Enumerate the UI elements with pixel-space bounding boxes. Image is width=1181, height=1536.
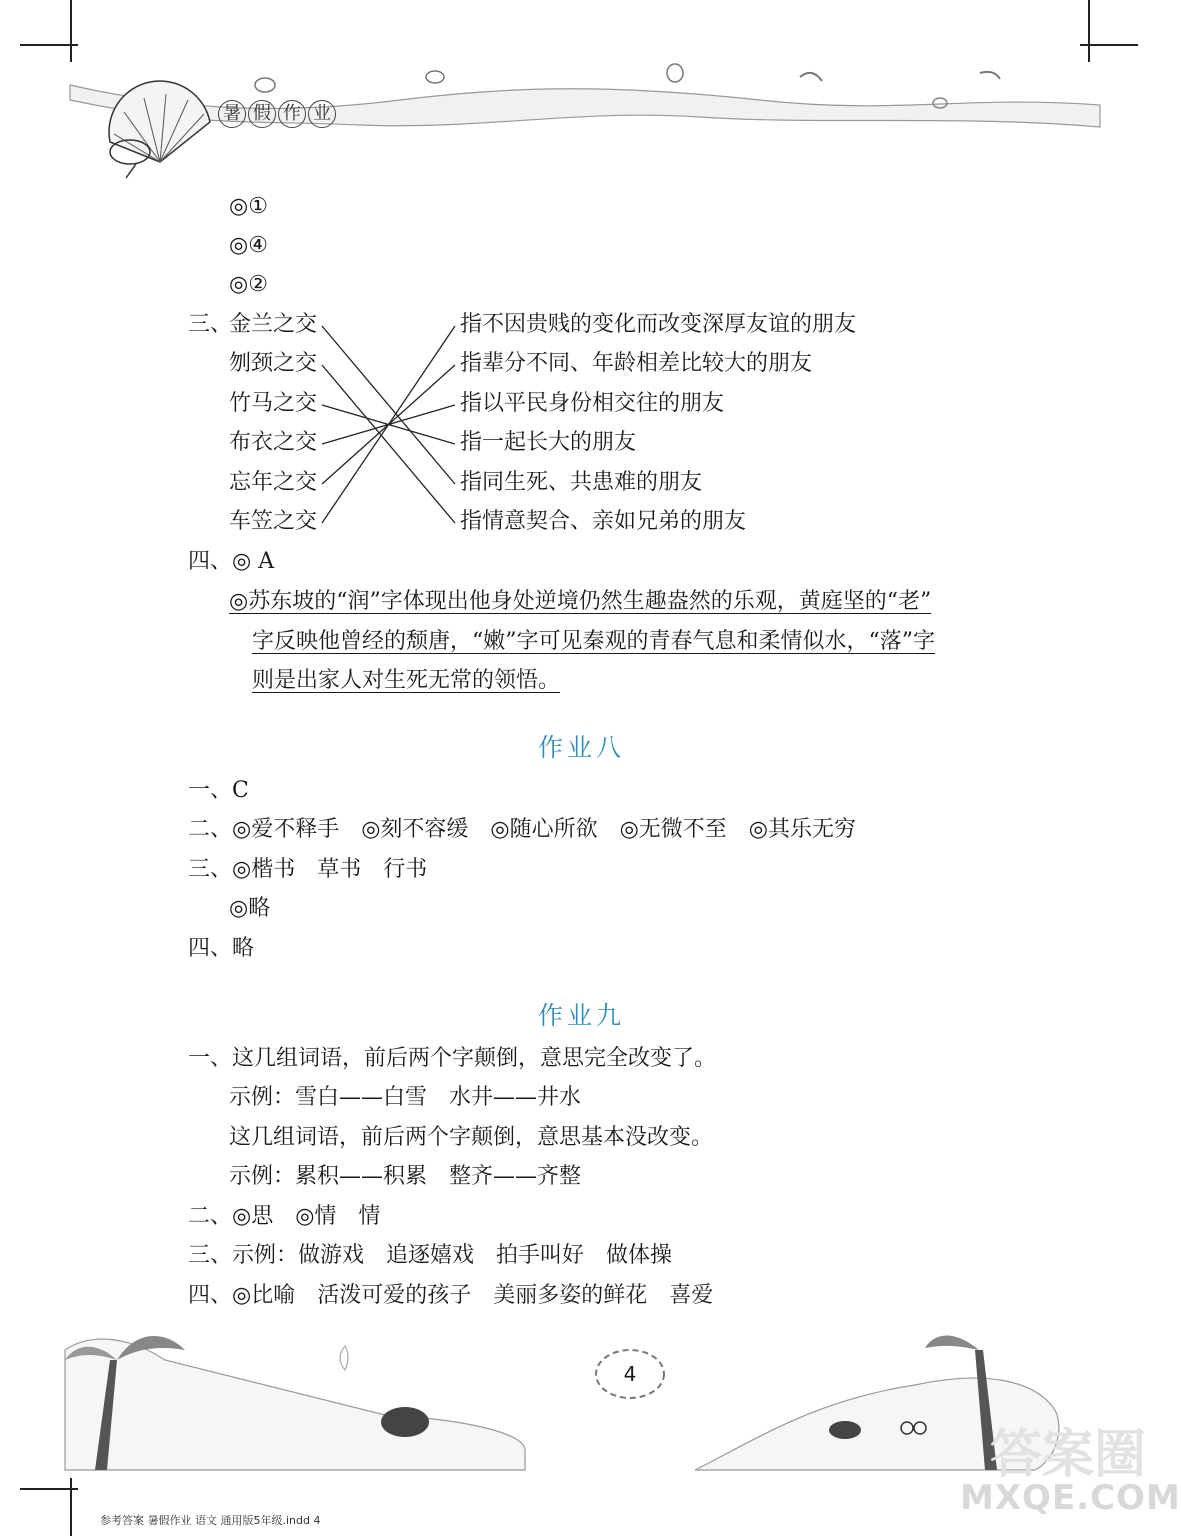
match-left-item: 刎颈之交	[229, 351, 318, 376]
footer-island-decoration	[55, 1320, 1115, 1480]
match-line	[322, 365, 455, 523]
page-number: 4	[623, 1362, 637, 1386]
match-line	[322, 326, 455, 484]
crop-mark	[70, 1478, 72, 1536]
match-left-item: 竹马之交	[229, 391, 318, 416]
crop-mark	[20, 1488, 78, 1490]
answer-line: 示例：累积——积累 整齐——齐整	[229, 1164, 582, 1189]
matching-lines	[0, 0, 1158, 560]
answer-line: 示例：雪白——白雪 水井——井水	[229, 1085, 582, 1110]
header-title-char: 业	[308, 100, 336, 128]
match-right-item: 指情意契合、亲如兄弟的朋友	[460, 509, 747, 534]
watermark: MXQE.COM	[960, 1478, 1181, 1518]
answer-line: 这几组词语，前后两个字颠倒，意思基本没改变。	[229, 1125, 714, 1150]
answer-line: 一、C	[188, 778, 249, 803]
answer-paragraph-line: 字反映他曾经的颓唐，“嫩”字可见秦观的青春气息和柔情似水，“落”字	[252, 629, 935, 654]
answer-line: 一、这几组词语，前后两个字颠倒，意思完全改变了。	[188, 1046, 717, 1071]
file-label: 参考答案 暑假作业 语文 通用版5年级.indd 4	[100, 1514, 321, 1527]
answer-line: ◎略	[229, 896, 271, 921]
answer-line: 四、◎比喻 活泼可爱的孩子 美丽多姿的鲜花 喜爱	[188, 1283, 714, 1308]
match-line	[322, 326, 455, 523]
answer-line: ◎①	[229, 194, 268, 219]
match-right-item: 指辈分不同、年龄相差比较大的朋友	[460, 351, 813, 376]
answer-paragraph-line: 则是出家人对生死无常的领悟。	[252, 668, 561, 693]
answer-line: 四、◎ A	[188, 549, 275, 574]
match-left-item: 车笠之交	[229, 509, 318, 534]
header-title-char: 暑	[218, 100, 246, 128]
watermark-logo: 答案圈	[990, 1425, 1147, 1485]
answer-line: 二、◎爱不释手 ◎刻不容缓 ◎随心所欲 ◎无微不至 ◎其乐无穷	[188, 817, 856, 842]
answer-paragraph-line: ◎苏东坡的“润”字体现出他身处逆境仍然生趣盎然的乐观，黄庭坚的“老”	[229, 589, 932, 614]
match-right-item: 指以平民身份相交往的朋友	[460, 391, 725, 416]
header-title-char: 假	[248, 100, 276, 128]
answer-line: ◎④	[229, 233, 268, 258]
match-right-item: 指不因贵贱的变化而改变深厚友谊的朋友	[460, 312, 857, 337]
header-title-char: 作	[278, 100, 306, 128]
answer-line: ◎②	[229, 272, 268, 297]
answer-line: 三、◎楷书 草书 行书	[188, 857, 428, 882]
question-number: 三、	[188, 312, 233, 337]
match-left-item: 金兰之交	[229, 312, 318, 337]
answer-line: 四、略	[188, 936, 255, 961]
section-heading: 作业八	[538, 733, 626, 762]
match-right-item: 指一起长大的朋友	[460, 430, 637, 455]
match-left-item: 忘年之交	[229, 470, 318, 495]
answer-line: 二、◎思 ◎情 情	[188, 1204, 381, 1229]
match-left-item: 布衣之交	[229, 430, 318, 455]
answer-line: 三、示例：做游戏 追逐嬉戏 拍手叫好 做体操	[188, 1243, 673, 1268]
match-right-item: 指同生死、共患难的朋友	[460, 470, 703, 495]
section-heading: 作业九	[538, 1001, 626, 1030]
